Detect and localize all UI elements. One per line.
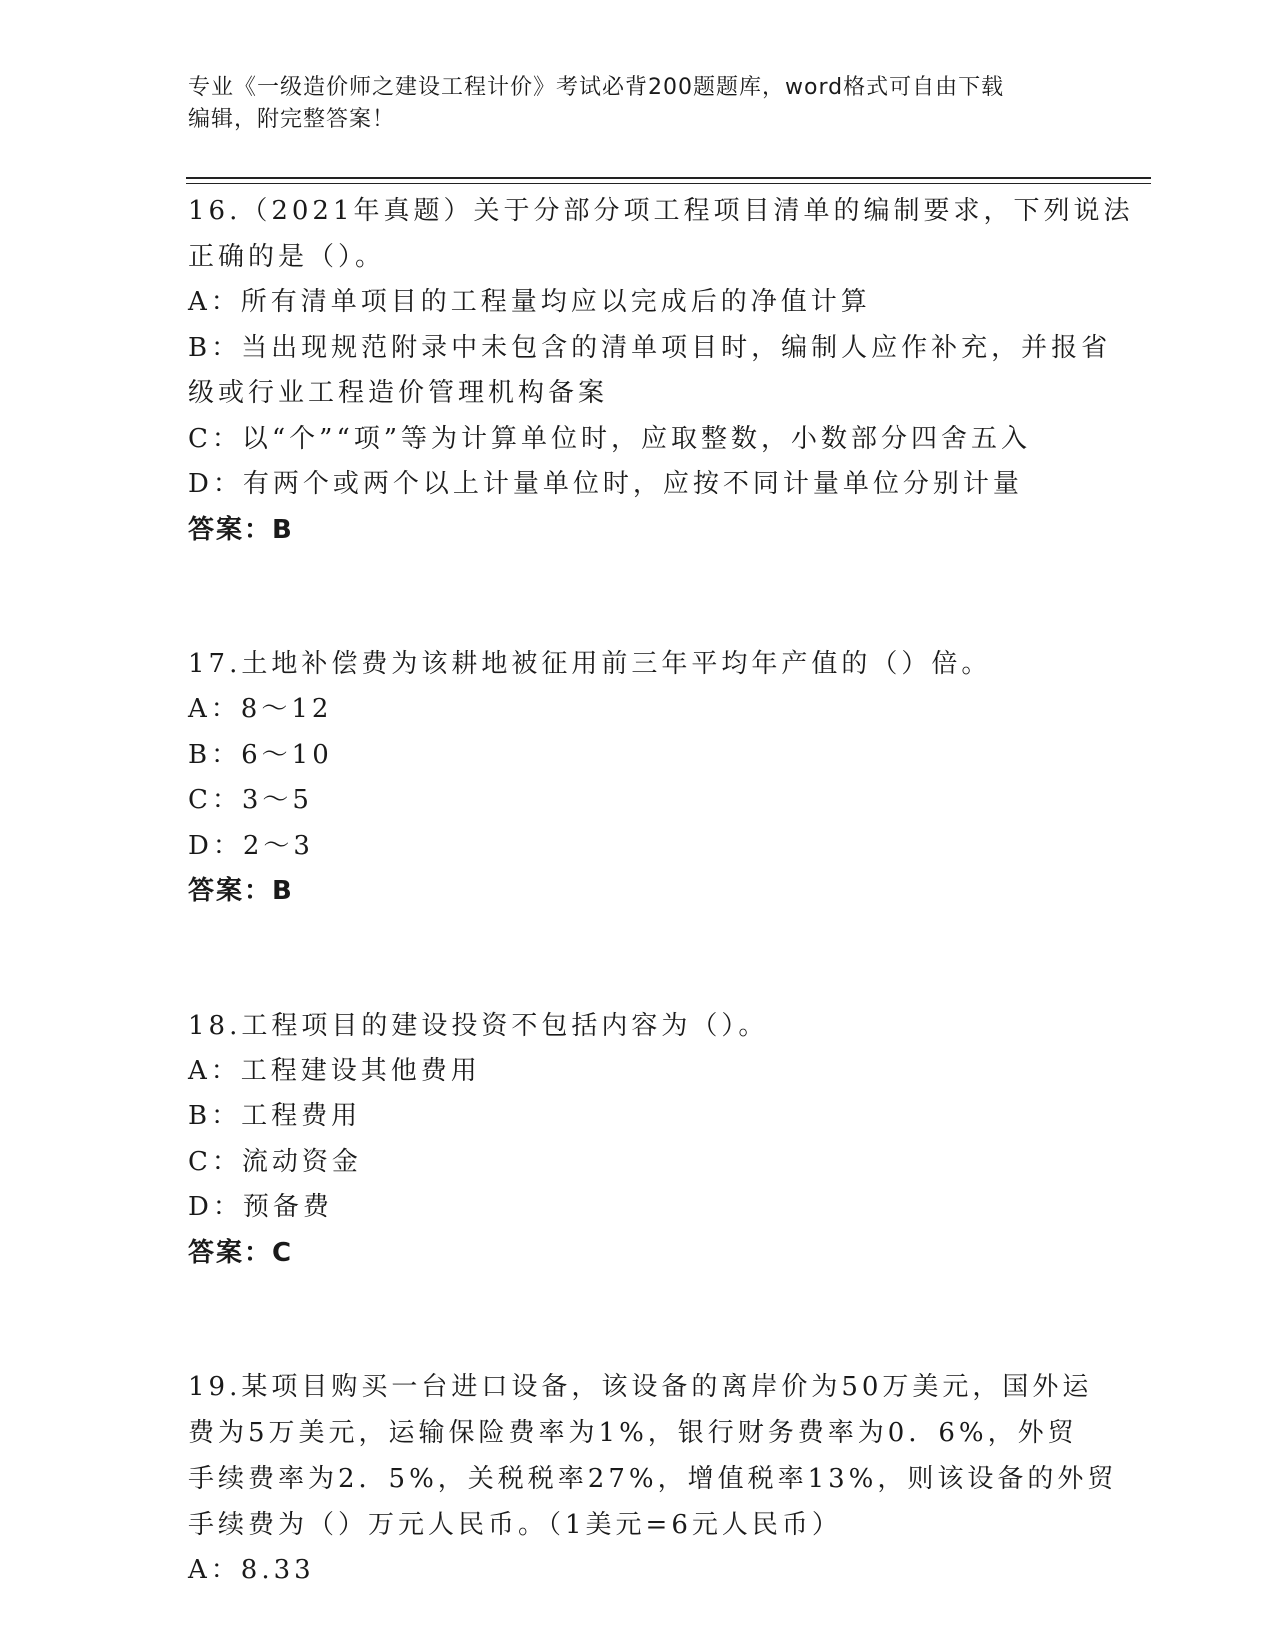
option-c: C：流动资金 [188, 1146, 362, 1177]
question-spacer [188, 915, 1088, 1003]
stem-line: 16.（2021年真题）关于分部分项工程项目清单的编制要求，下列说法 [188, 196, 1134, 226]
option-a: A：8.33 [188, 1555, 315, 1585]
question-stem [188, 641, 1088, 687]
header-rule-thick [186, 177, 1151, 179]
answer-label: 答案：C [188, 1237, 294, 1268]
question-stem [188, 1364, 1118, 1548]
stem-line: 手续费率为2．5%，关税税率27%，增值税率13%，则该设备的外贸 [188, 1464, 1118, 1494]
option-d: D：2～3 [188, 830, 314, 861]
question-stem [188, 188, 1134, 280]
answer-label: 答案：B [188, 876, 294, 906]
question-19 [188, 1364, 1118, 1594]
option-a: A：所有清单项目的工程量均应以完成后的净值计算 [188, 287, 871, 317]
header-line-1: 专业《一级造价师之建设工程计价》考试必背200题题库，word格式可自由下载 [188, 75, 1005, 100]
stem-line: 手续费为（）万元人民币。（1美元=6元人民币） [188, 1510, 842, 1540]
question-18 [188, 1003, 1088, 1277]
header-line-2: 编辑，附完整答案！ [188, 107, 396, 132]
stem-line: 费为5万美元，运输保险费率为1%，银行财务费率为0．6%，外贸 [188, 1418, 1078, 1448]
stem-line: 18.工程项目的建设投资不包括内容为（）。 [188, 1010, 769, 1041]
option-b-continued: 级或行业工程造价管理机构备案 [188, 378, 609, 408]
question-list [188, 188, 1134, 1594]
option-d: D：有两个或两个以上计量单位时，应按不同计量单位分别计量 [188, 469, 1023, 499]
header-rule-thin [186, 183, 1151, 184]
option-a: A：8～12 [188, 694, 333, 724]
option-b: B：当出现规范附录中未包含的清单项目时，编制人应作补充，并报省 [188, 332, 1112, 363]
question-spacer [188, 553, 1088, 641]
answer-label: 答案：B [188, 514, 294, 545]
question-stem [188, 1003, 1088, 1049]
question-spacer [188, 1276, 1088, 1364]
document-header [188, 72, 1088, 136]
stem-line: 正确的是（）。 [188, 242, 386, 272]
option-b: B：6～10 [188, 739, 333, 770]
question-17 [188, 641, 1088, 915]
option-d: D：预备费 [188, 1192, 333, 1222]
question-16 [188, 188, 1134, 553]
option-c: C：以“个”“项”等为计算单位时，应取整数，小数部分四舍五入 [188, 423, 1032, 454]
option-b: B：工程费用 [188, 1101, 362, 1131]
option-c: C：3～5 [188, 785, 313, 815]
stem-line: 17.土地补偿费为该耕地被征用前三年平均年产值的（）倍。 [188, 649, 992, 679]
stem-line: 19.某项目购买一台进口设备，该设备的离岸价为50万美元，国外运 [188, 1372, 1093, 1402]
option-a: A：工程建设其他费用 [188, 1055, 481, 1086]
